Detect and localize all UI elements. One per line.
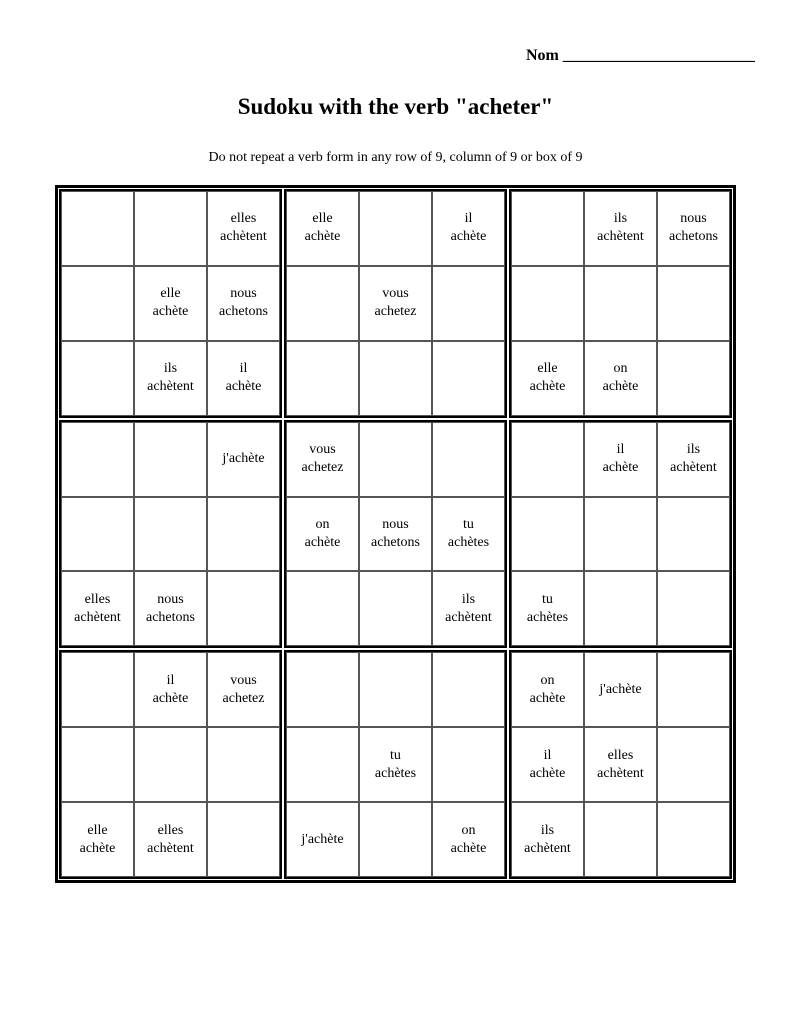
cell-text: tu achètes	[374, 747, 417, 781]
sudoku-cell	[134, 497, 207, 572]
sudoku-grid	[55, 185, 736, 883]
cell-text: nous achetons	[669, 211, 718, 245]
sudoku-cell	[511, 802, 584, 877]
sudoku-cell	[61, 652, 134, 727]
sudoku-cell	[432, 571, 505, 646]
sudoku-cell	[286, 652, 359, 727]
sudoku-cell	[359, 727, 432, 802]
sudoku-cell	[584, 571, 657, 646]
cell-text: on achète	[304, 516, 341, 550]
sudoku-cell	[207, 497, 280, 572]
cell-text: il achète	[602, 442, 639, 476]
sudoku-cell	[207, 802, 280, 877]
sudoku-cell	[432, 266, 505, 341]
sudoku-cell	[134, 341, 207, 416]
cell-text: j'achète	[599, 681, 642, 697]
cell-text: ils achètent	[524, 822, 571, 856]
cell-text: on achète	[450, 822, 487, 856]
sudoku-cell	[584, 497, 657, 572]
cell-text: j'achète	[222, 451, 265, 467]
cell-text: nous achetons	[371, 516, 420, 550]
sudoku-cell	[432, 422, 505, 497]
sudoku-cell	[432, 727, 505, 802]
cell-text: ils achètent	[445, 591, 492, 625]
sudoku-cell	[61, 497, 134, 572]
sudoku-cell	[207, 191, 280, 266]
sudoku-cell	[359, 497, 432, 572]
sudoku-box	[509, 189, 732, 418]
sudoku-cell	[584, 191, 657, 266]
sudoku-box	[59, 420, 282, 649]
cell-text: j'achète	[301, 831, 344, 847]
sudoku-cell	[511, 727, 584, 802]
sudoku-cell	[511, 497, 584, 572]
sudoku-cell	[61, 422, 134, 497]
sudoku-cell	[432, 652, 505, 727]
sudoku-cell	[359, 802, 432, 877]
cell-text: vous achetez	[222, 672, 265, 706]
cell-text: elles achètent	[597, 747, 644, 781]
cell-text: il achète	[450, 211, 487, 245]
cell-text: elle achète	[529, 361, 566, 395]
sudoku-cell	[61, 727, 134, 802]
cell-text: il achète	[225, 361, 262, 395]
sudoku-cell	[584, 341, 657, 416]
sudoku-cell	[286, 497, 359, 572]
cell-text: nous achetons	[146, 591, 195, 625]
sudoku-cell	[61, 191, 134, 266]
cell-text: elle achète	[304, 211, 341, 245]
sudoku-cell	[134, 802, 207, 877]
sudoku-cell	[134, 191, 207, 266]
sudoku-cell	[61, 802, 134, 877]
cell-text: tu achètes	[526, 591, 569, 625]
sudoku-cell	[207, 727, 280, 802]
sudoku-cell	[657, 341, 730, 416]
cell-text: nous achetons	[219, 286, 268, 320]
cell-text: ils achètent	[597, 211, 644, 245]
name-field-label: Nom ________________________	[526, 47, 755, 64]
sudoku-cell	[134, 652, 207, 727]
sudoku-cell	[584, 727, 657, 802]
instructions-text: Do not repeat a verb form in any row of 9, column of 9 or box of 9	[208, 150, 583, 165]
cell-text: il achète	[529, 747, 566, 781]
cell-text: elles achètent	[220, 211, 267, 245]
sudoku-cell	[134, 266, 207, 341]
sudoku-cell	[286, 191, 359, 266]
sudoku-cell	[657, 266, 730, 341]
cell-text: ils achètent	[147, 361, 194, 395]
sudoku-cell	[511, 191, 584, 266]
cell-text: elle achète	[152, 286, 189, 320]
sudoku-cell	[286, 727, 359, 802]
sudoku-cell	[511, 422, 584, 497]
sudoku-cell	[511, 571, 584, 646]
sudoku-cell	[511, 341, 584, 416]
sudoku-cell	[207, 652, 280, 727]
sudoku-cell	[584, 652, 657, 727]
sudoku-cell	[61, 266, 134, 341]
page-title: Sudoku with the verb "acheter"	[237, 94, 554, 119]
sudoku-cell	[207, 266, 280, 341]
sudoku-cell	[61, 341, 134, 416]
sudoku-cell	[657, 652, 730, 727]
sudoku-cell	[134, 727, 207, 802]
cell-text: ils achètent	[670, 442, 717, 476]
cell-text: il achète	[152, 672, 189, 706]
sudoku-cell	[61, 571, 134, 646]
cell-text: on achète	[529, 672, 566, 706]
sudoku-box	[284, 189, 507, 418]
cell-text: on achète	[602, 361, 639, 395]
sudoku-cell	[432, 341, 505, 416]
sudoku-box	[284, 650, 507, 879]
sudoku-cell	[359, 341, 432, 416]
cell-text: vous achetez	[301, 442, 344, 476]
sudoku-box	[59, 650, 282, 879]
sudoku-cell	[359, 266, 432, 341]
sudoku-cell	[286, 571, 359, 646]
sudoku-cell	[657, 727, 730, 802]
sudoku-cell	[286, 341, 359, 416]
sudoku-cell	[359, 652, 432, 727]
sudoku-cell	[657, 571, 730, 646]
sudoku-cell	[511, 266, 584, 341]
cell-text: elle achète	[79, 822, 116, 856]
cell-text: elles achètent	[74, 591, 121, 625]
sudoku-box	[509, 420, 732, 649]
sudoku-cell	[432, 497, 505, 572]
sudoku-cell	[286, 266, 359, 341]
sudoku-cell	[207, 422, 280, 497]
sudoku-cell	[657, 497, 730, 572]
sudoku-cell	[584, 802, 657, 877]
sudoku-cell	[657, 191, 730, 266]
sudoku-box	[59, 189, 282, 418]
sudoku-cell	[134, 571, 207, 646]
sudoku-cell	[359, 422, 432, 497]
cell-text: elles achètent	[147, 822, 194, 856]
sudoku-cell	[286, 422, 359, 497]
sudoku-cell	[207, 341, 280, 416]
sudoku-cell	[657, 422, 730, 497]
sudoku-cell	[657, 802, 730, 877]
sudoku-cell	[584, 266, 657, 341]
sudoku-cell	[432, 191, 505, 266]
sudoku-cell	[359, 191, 432, 266]
sudoku-cell	[432, 802, 505, 877]
sudoku-cell	[207, 571, 280, 646]
sudoku-cell	[359, 571, 432, 646]
sudoku-cell	[134, 422, 207, 497]
sudoku-cell	[584, 422, 657, 497]
cell-text: vous achetez	[374, 286, 417, 320]
sudoku-box	[284, 420, 507, 649]
sudoku-cell	[286, 802, 359, 877]
sudoku-cell	[511, 652, 584, 727]
cell-text: tu achètes	[447, 516, 490, 550]
sudoku-box	[509, 650, 732, 879]
